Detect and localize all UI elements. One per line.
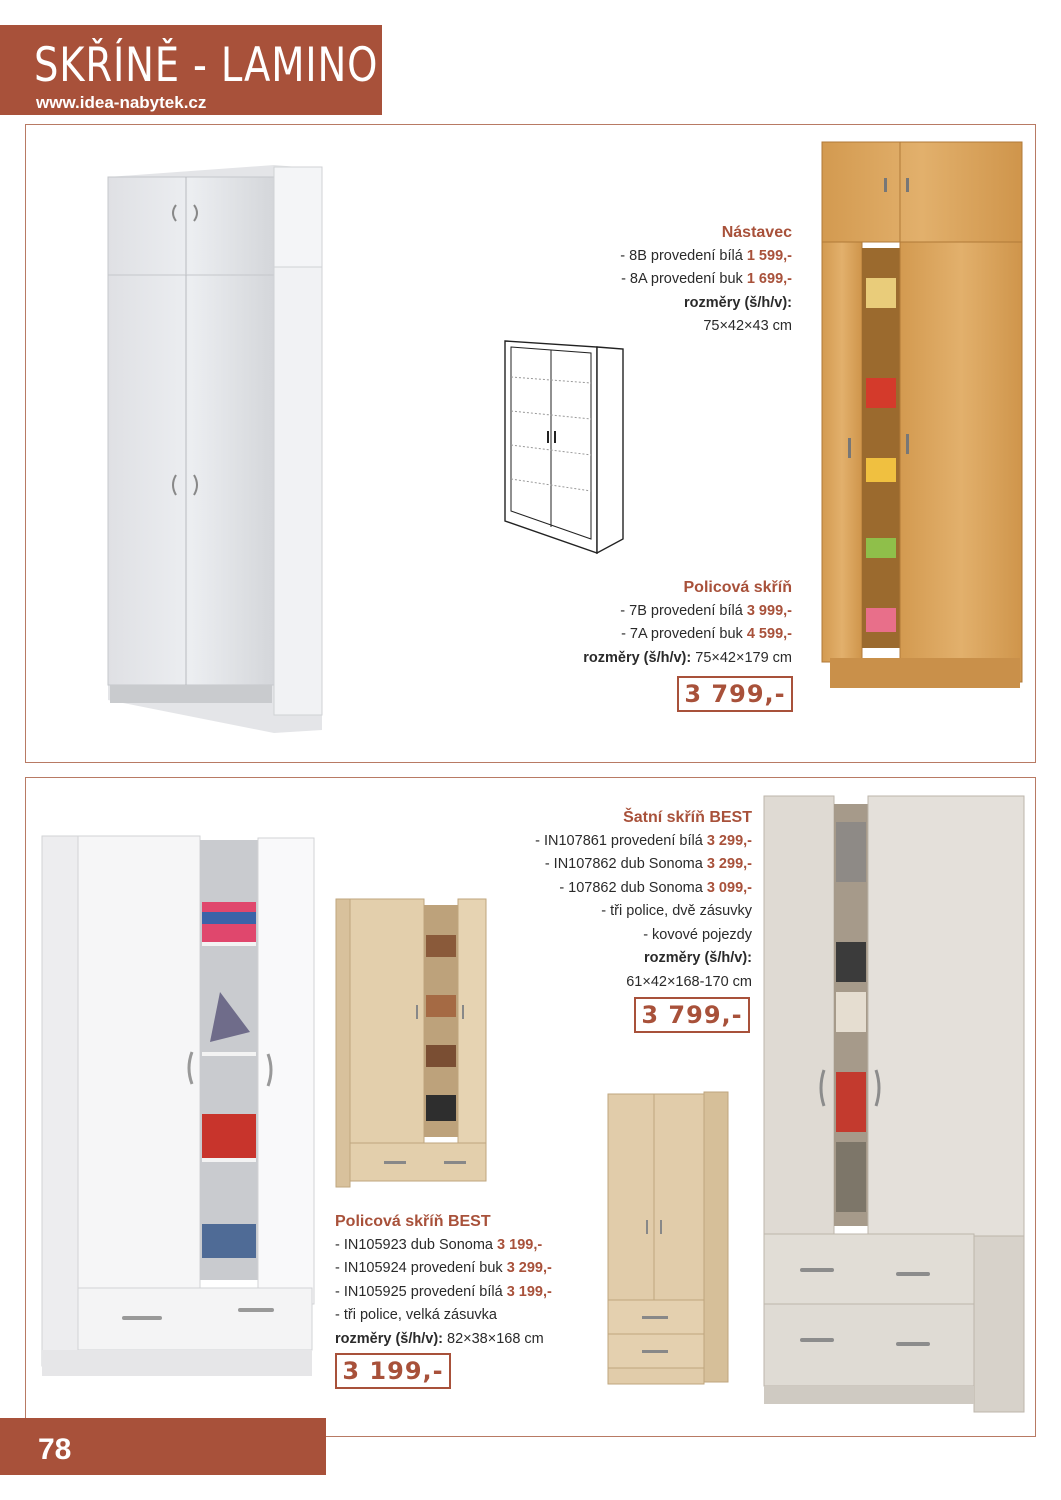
nastavec-dims-label: rozměry (š/h/v):: [684, 294, 792, 311]
white-open-wardrobe-image: [42, 832, 316, 1382]
policova-skrin-best-dims: rozměry (š/h/v): 82×38×168 cm: [335, 1330, 544, 1347]
nastavec-variant-8b: - 8B provedení bílá 1 599,-: [620, 247, 792, 264]
satni-skrin-best-feature-2: - kovové pojezdy: [643, 926, 752, 943]
sonoma-shelf-cabinet-image: [334, 895, 488, 1197]
policova-skrin-best-heading: Policová skříň BEST: [335, 1213, 491, 1230]
satni-skrin-best-dims-value: 61×42×168-170 cm: [626, 973, 752, 990]
policova-skrin-heading: Policová skříň: [683, 579, 792, 596]
shelf-cabinet-line-drawing: [503, 339, 627, 557]
nastavec-dims-value: 75×42×43 cm: [703, 318, 792, 334]
satni-skrin-best-variant-3: - 107862 dub Sonoma 3 099,-: [559, 879, 752, 896]
nastavec-variant-8a: - 8A provedení buk 1 699,-: [621, 271, 792, 287]
satni-skrin-best-description: [535, 806, 752, 994]
policova-skrin-best-variant-2: - IN105924 provedení buk 3 299,-: [335, 1260, 552, 1276]
policova-skrin-best-variant-1: - IN105923 dub Sonoma 3 199,-: [335, 1236, 543, 1253]
policova-skrin-offer-price: 3 799,-: [677, 676, 793, 712]
policova-skrin-best-description: [335, 1210, 552, 1351]
policova-skrin-best-offer-price: 3 199,-: [335, 1353, 451, 1389]
light-oak-wardrobe-image: [760, 792, 1028, 1420]
nastavec-description: [620, 221, 792, 339]
sonoma-closed-wardrobe-image: [606, 1090, 730, 1390]
page-title: SKŘÍNĚ - LAMINO: [34, 38, 379, 93]
policova-skrin-variant-7a: - 7A provedení buk 4 599,-: [621, 626, 792, 642]
satni-skrin-best-variant-1: - IN107861 provedení bílá 3 299,-: [535, 832, 752, 849]
policova-skrin-best-feature-1: - tři police, velká zásuvka: [335, 1307, 497, 1323]
policova-skrin-best-variant-3: - IN105925 provedení bílá 3 199,-: [335, 1283, 552, 1300]
satni-skrin-best-offer-price: 3 799,-: [634, 997, 750, 1033]
page-number: 78: [38, 1433, 72, 1466]
policova-skrin-dims: rozměry (š/h/v): 75×42×179 cm: [583, 649, 792, 666]
website-url[interactable]: www.idea-nabytek.cz: [36, 93, 207, 112]
satni-skrin-best-heading: Šatní skříň BEST: [623, 809, 752, 826]
satni-skrin-best-feature-1: - tři police, dvě zásuvky: [601, 903, 752, 919]
white-wardrobe-with-topper-image: [108, 165, 326, 737]
satni-skrin-best-variant-2: - IN107862 dub Sonoma 3 299,-: [544, 856, 752, 872]
policova-skrin-variant-7b: - 7B provedení bílá 3 999,-: [620, 602, 792, 619]
policova-skrin-description: [583, 576, 792, 670]
nastavec-heading: Nástavec: [721, 224, 792, 241]
satni-skrin-best-dims-label: rozměry (š/h/v):: [644, 950, 752, 966]
beech-wardrobe-image: [822, 138, 1026, 698]
